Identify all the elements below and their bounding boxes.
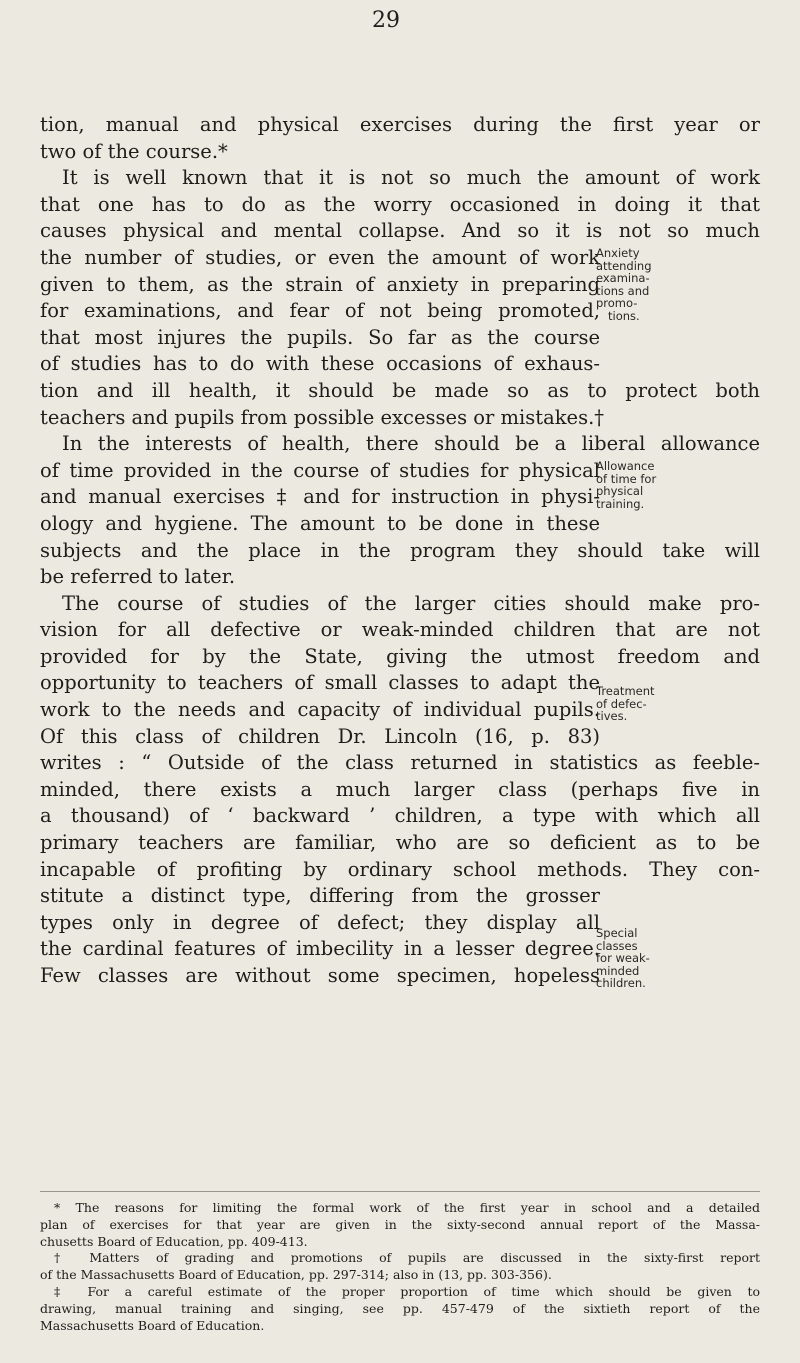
margin-note-line: Allowance — [596, 459, 655, 473]
margin-note-line: of time for — [596, 471, 657, 486]
body-line: incapable of profiting by ordinary school methods. They con- — [40, 857, 760, 881]
footnote-line: Massachusetts Board of Education. — [40, 1317, 265, 1333]
body-line: causes physical and mental collapse. And so it is not so much — [40, 219, 760, 243]
footnote-dagger — [40, 1250, 760, 1284]
margin-note-special-classes — [596, 927, 766, 990]
body-line: the cardinal features of imbecility in a lesser degree. — [40, 937, 600, 961]
body-line: provided for by the State, giving the utmost freedom and — [40, 644, 760, 668]
body-line: primary teachers are familiar, who are so deficient as to be — [40, 831, 760, 855]
body-line: types only in degree of defect; they display all — [40, 910, 600, 934]
margin-note-treatment — [596, 685, 766, 723]
page-number: 29 — [372, 8, 400, 33]
body-line: tion, manual and physical exercises during the first year or — [40, 113, 760, 136]
body-line: of time provided in the course of studies for physical — [40, 458, 600, 482]
body-line: stitute a distinct type, differing from the grosser — [40, 884, 600, 908]
margin-note-line: examina- — [596, 271, 650, 285]
margin-note-line: tions. — [608, 308, 640, 323]
margin-note-allowance — [596, 460, 766, 510]
margin-note-line: physical — [596, 484, 644, 498]
footnote-line: * The reasons for limiting the formal work of the first year in school and a detailed — [54, 1200, 760, 1215]
body-line: for examinations, and fear of not being promoted, — [40, 299, 600, 323]
body-line: given to them, as the strain of anxiety in preparing — [40, 272, 600, 296]
body-line: work to the needs and capacity of individual pupils. — [40, 698, 600, 722]
body-line: ology and hygiene. The amount to be done in these — [40, 511, 600, 535]
margin-note-line: for weak- — [596, 951, 650, 965]
body-line: opportunity to teachers of small classes to adapt the — [40, 671, 600, 695]
margin-note-line: classes — [596, 938, 638, 953]
body-line: the number of studies, or even the amount of work — [40, 245, 600, 269]
body-line: that one has to do as the worry occasioned in doing it that — [40, 192, 760, 216]
margin-note-line: promo- — [596, 296, 638, 310]
margin-note-anxiety — [596, 247, 766, 322]
body-line: of studies has to do with these occasions of exhaus- — [40, 352, 600, 376]
body-line: teachers and pupils from possible excesses or mistakes.† — [40, 405, 605, 429]
body-line: vision for all defective or weak-minded children that are not — [40, 618, 760, 642]
body-line: It is well known that it is not so much the amount of work — [62, 166, 760, 190]
footnotes — [40, 1191, 760, 1334]
margin-note-line: Treatment — [596, 684, 655, 698]
body-line: In the interests of health, there should be a liberal allowance — [62, 432, 760, 456]
footnote-double-dagger — [40, 1284, 760, 1334]
body-line: be referred to later. — [40, 565, 236, 589]
body-line: minded, there exists a much larger class (perhaps five in — [40, 777, 760, 801]
margin-note-line: children. — [596, 976, 646, 990]
margin-note-line: Special — [596, 926, 638, 940]
body-line: tion and ill health, it should be made so as to protect both — [40, 378, 760, 402]
footnote-line: chusetts Board of Education, pp. 409-413. — [40, 1233, 308, 1249]
footnote-line: † Matters of grading and promotions of pupils are discussed in the sixty-first report — [54, 1250, 760, 1266]
body-line: and manual exercises ‡ and for instruction in physi- — [40, 485, 600, 509]
margin-note-line: of defec- — [596, 696, 647, 711]
margin-note-line: tions and — [596, 283, 650, 298]
body-line: Few classes are without some specimen, hopeless — [40, 964, 600, 987]
footnote-line: ‡ For a careful estimate of the proper proportion of time which should be given to — [54, 1283, 760, 1299]
body-line: Of this class of children Dr. Lincoln (16, p. 83) — [40, 724, 600, 748]
footnote-line: plan of exercises for that year are given in the sixty-second annual report of the Massa- — [40, 1216, 760, 1232]
margin-note-line: attending — [596, 258, 652, 273]
body-line: The course of studies of the larger cities should make pro- — [62, 591, 760, 615]
margin-note-line: tives. — [596, 709, 628, 723]
body-line: two of the course.* — [40, 139, 228, 163]
margin-note-line: training. — [596, 496, 645, 511]
margin-note-line: minded — [596, 963, 640, 978]
body-line: subjects and the place in the program they should take will — [40, 538, 760, 562]
margin-note-line: Anxiety — [596, 246, 640, 260]
footnote-line: drawing, manual training and singing, see pp. 457-479 of the sixtieth report of the — [40, 1300, 760, 1316]
footnote-asterisk — [40, 1200, 760, 1250]
footnote-line: of the Massachusetts Board of Education, pp. 297-314; also in (13, pp. 303-356). — [40, 1267, 552, 1283]
body-text — [40, 112, 760, 990]
body-line: writes : “ Outside of the class returned in statistics as feeble- — [40, 751, 760, 775]
body-line: that most injures the pupils. So far as the course — [40, 325, 600, 349]
body-line: a thousand) of ‘ backward ’ children, a type with which all — [40, 804, 760, 828]
